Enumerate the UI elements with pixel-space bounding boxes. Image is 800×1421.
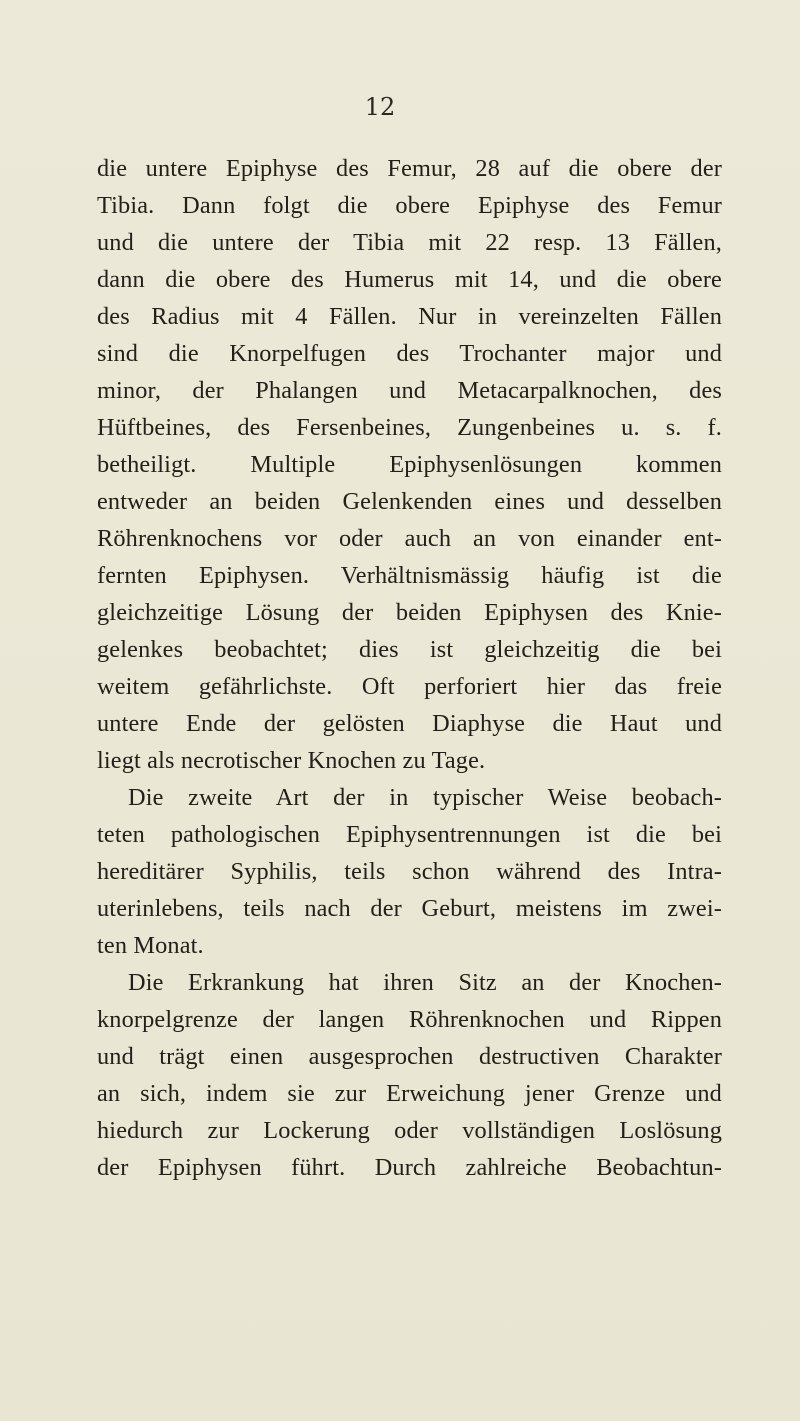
text-line: liegt als necrotischer Knochen zu Tage. <box>97 747 486 774</box>
text-line: Tibia. Dann folgt die obere Epiphyse des Femur <box>97 192 722 219</box>
text-line: an sich, indem sie zur Erweichung jener Grenze und <box>97 1080 722 1107</box>
paragraph-3 <box>97 964 722 1186</box>
text-line: gelenkes beobachtet; dies ist gleichzeitig die bei <box>97 636 722 663</box>
text-line: knorpelgrenze der langen Röhrenknochen und Rippen <box>97 1006 722 1033</box>
text-line: minor, der Phalangen und Metacarpalknochen, des <box>97 377 722 404</box>
text-line: teten pathologischen Epiphysentrennungen ist die bei <box>97 821 722 848</box>
text-line: entweder an beiden Gelenkenden eines und desselben <box>97 488 722 515</box>
text-line: hereditärer Syphilis, teils schon während des Intra- <box>97 858 722 885</box>
text-line: weitem gefährlichste. Oft perforiert hier das freie <box>97 673 722 700</box>
text-line: betheiligt. Multiple Epiphysenlösungen kommen <box>97 451 722 478</box>
text-line: uterinlebens, teils nach der Geburt, meistens im zwei- <box>97 895 722 922</box>
text-line: sind die Knorpelfugen des Trochanter major und <box>97 340 722 367</box>
text-line: des Radius mit 4 Fällen. Nur in vereinzelten Fällen <box>97 303 722 330</box>
text-line: untere Ende der gelösten Diaphyse die Haut und <box>97 710 722 737</box>
text-line: und trägt einen ausgesprochen destructiven Charakter <box>97 1043 722 1070</box>
text-line: hiedurch zur Lockerung oder vollständigen Loslösung <box>97 1117 722 1144</box>
text-line: Die Erkrankung hat ihren Sitz an der Knochen- <box>128 969 722 996</box>
text-line: dann die obere des Humerus mit 14, und die obere <box>97 266 722 293</box>
paragraph-1 <box>97 150 722 779</box>
text-line: Die zweite Art der in typischer Weise beobach- <box>128 784 722 811</box>
text-line: fernten Epiphysen. Verhältnismässig häufig ist die <box>97 562 722 589</box>
page-number: 12 <box>364 93 396 121</box>
text-line: ten Monat. <box>97 932 204 959</box>
text-line: Röhrenknochens vor oder auch an von einander ent- <box>97 525 722 552</box>
text-line: und die untere der Tibia mit 22 resp. 13 Fällen, <box>97 229 722 256</box>
text-line: der Epiphysen führt. Durch zahlreiche Beobachtun- <box>97 1154 722 1181</box>
text-line: die untere Epiphyse des Femur, 28 auf die obere der <box>97 155 722 182</box>
text-line: gleichzeitige Lösung der beiden Epiphysen des Knie- <box>97 599 722 626</box>
body-text <box>97 150 722 1186</box>
text-line: Hüftbeines, des Fersenbeines, Zungenbeines u. s. f. <box>97 414 722 441</box>
paragraph-2 <box>97 779 722 964</box>
